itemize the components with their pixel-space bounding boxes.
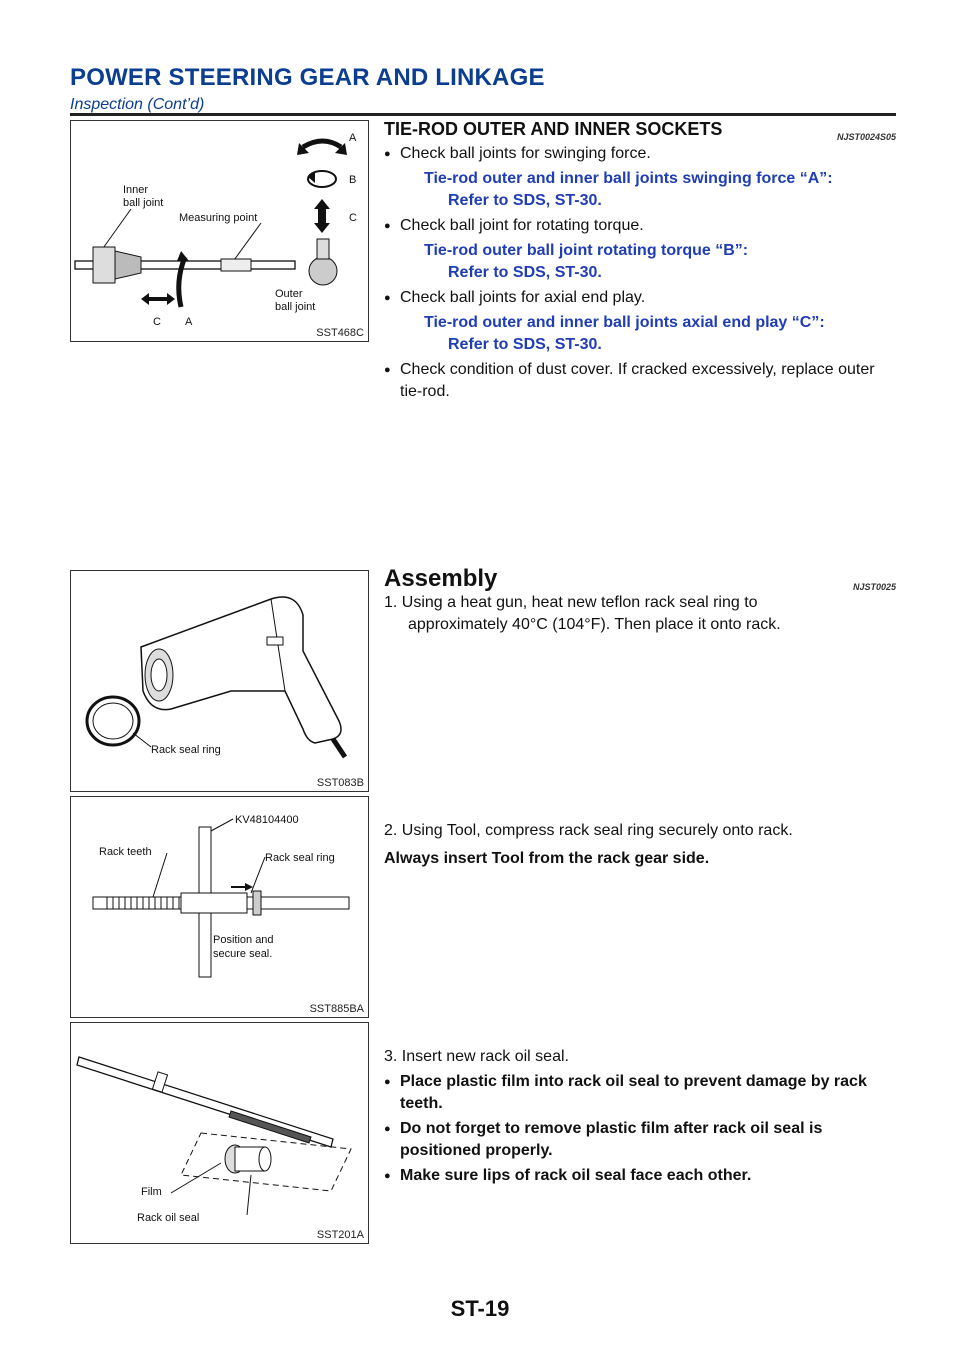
figure-tool [70, 796, 369, 1018]
header-title: POWER STEERING GEAR AND LINKAGE [70, 64, 545, 91]
tie-rod-illustration [71, 121, 368, 341]
section-assembly [384, 565, 896, 636]
label-a-bottom: A [185, 316, 193, 328]
section-title-text: Assembly [384, 565, 498, 592]
header-rule [70, 113, 896, 116]
heat-gun-illustration [71, 571, 368, 791]
label-c-bottom: C [153, 316, 161, 328]
spec-axial-end-play: Tie-rod outer and inner ball joints axial end play “C”: [424, 314, 825, 331]
label-rack-seal-ring: Rack seal ring [265, 852, 335, 864]
figure-code: SST083B [316, 777, 364, 789]
section-code: NJST0025 [852, 582, 896, 592]
label-a-top: A [349, 132, 357, 144]
label-position-1: Position and [213, 934, 274, 946]
figure-code: SST201A [316, 1229, 364, 1241]
spec-swinging-force: Tie-rod outer and inner ball joints swinging force “A”: [424, 170, 833, 187]
section-title [384, 565, 896, 592]
figure-tie-rod [70, 120, 369, 342]
step-3: 3. Insert new rack oil seal. [384, 1048, 569, 1065]
label-measuring-point: Measuring point [179, 212, 258, 224]
label-c: C [349, 212, 357, 224]
figure-code: SST468C [316, 327, 364, 339]
section-step-3 [384, 1046, 896, 1187]
section-code: NJST0024S05 [836, 132, 896, 142]
label-b: B [349, 174, 357, 186]
bullet-axial-end-play: ● Check ball joints for axial end play. [384, 287, 896, 309]
header-subtitle: Inspection (Cont’d) [70, 96, 205, 113]
section-title-text: TIE-ROD OUTER AND INNER SOCKETS [384, 119, 723, 139]
label-tool-number: KV48104400 [235, 814, 299, 826]
figure-heat-gun [70, 570, 369, 792]
section-step-2 [384, 820, 896, 870]
bullet-remove-film: ● Do not forget to remove plastic film after rack oil seal is positioned properly. [384, 1118, 896, 1162]
label-inner-1: Inner [123, 184, 149, 196]
bullet-seal-lips: ● Make sure lips of rack oil seal face each other. [384, 1165, 896, 1187]
oil-seal-illustration [71, 1023, 368, 1243]
spec-axial-ref: Refer to SDS, ST-30. [448, 336, 602, 353]
step-1: 1. Using a heat gun, heat new teflon rack seal ring to approximately 40°C (104°F). Then place it onto rack. [384, 594, 781, 633]
page-number: ST-19 [450, 1296, 510, 1321]
tool-illustration [71, 797, 368, 1017]
label-position-2: secure seal. [213, 948, 273, 960]
figure-code: SST885BA [309, 1003, 364, 1015]
step-2-note: Always insert Tool from the rack gear side. [384, 850, 710, 867]
label-rack-teeth: Rack teeth [99, 846, 152, 858]
bullet-place-film: ● Place plastic film into rack oil seal to prevent damage by rack teeth. [384, 1071, 896, 1115]
label-rack-seal-ring: Rack seal ring [151, 744, 221, 756]
section-title [384, 118, 896, 140]
figure-oil-seal [70, 1022, 369, 1244]
spec-rotating-torque: Tie-rod outer ball joint rotating torque “B”: [424, 242, 749, 259]
spec-rotating-ref: Refer to SDS, ST-30. [448, 264, 602, 281]
section-tie-rod-sockets [384, 118, 896, 403]
label-film: Film [141, 1186, 162, 1198]
bullet-swinging-force: ● Check ball joints for swinging force. [384, 143, 896, 165]
spec-swinging-ref: Refer to SDS, ST-30. [448, 192, 602, 209]
label-outer-2: ball joint [275, 301, 316, 313]
page-header [70, 64, 545, 114]
label-inner-2: ball joint [123, 197, 164, 209]
step-2: 2. Using Tool, compress rack seal ring securely onto rack. [384, 822, 793, 839]
label-rack-oil-seal: Rack oil seal [137, 1212, 200, 1224]
bullet-rotating-torque: ● Check ball joint for rotating torque. [384, 215, 896, 237]
bullet-dust-cover: ● Check condition of dust cover. If cracked excessively, replace outer tie-rod. [384, 359, 896, 403]
label-outer-1: Outer [275, 288, 303, 300]
